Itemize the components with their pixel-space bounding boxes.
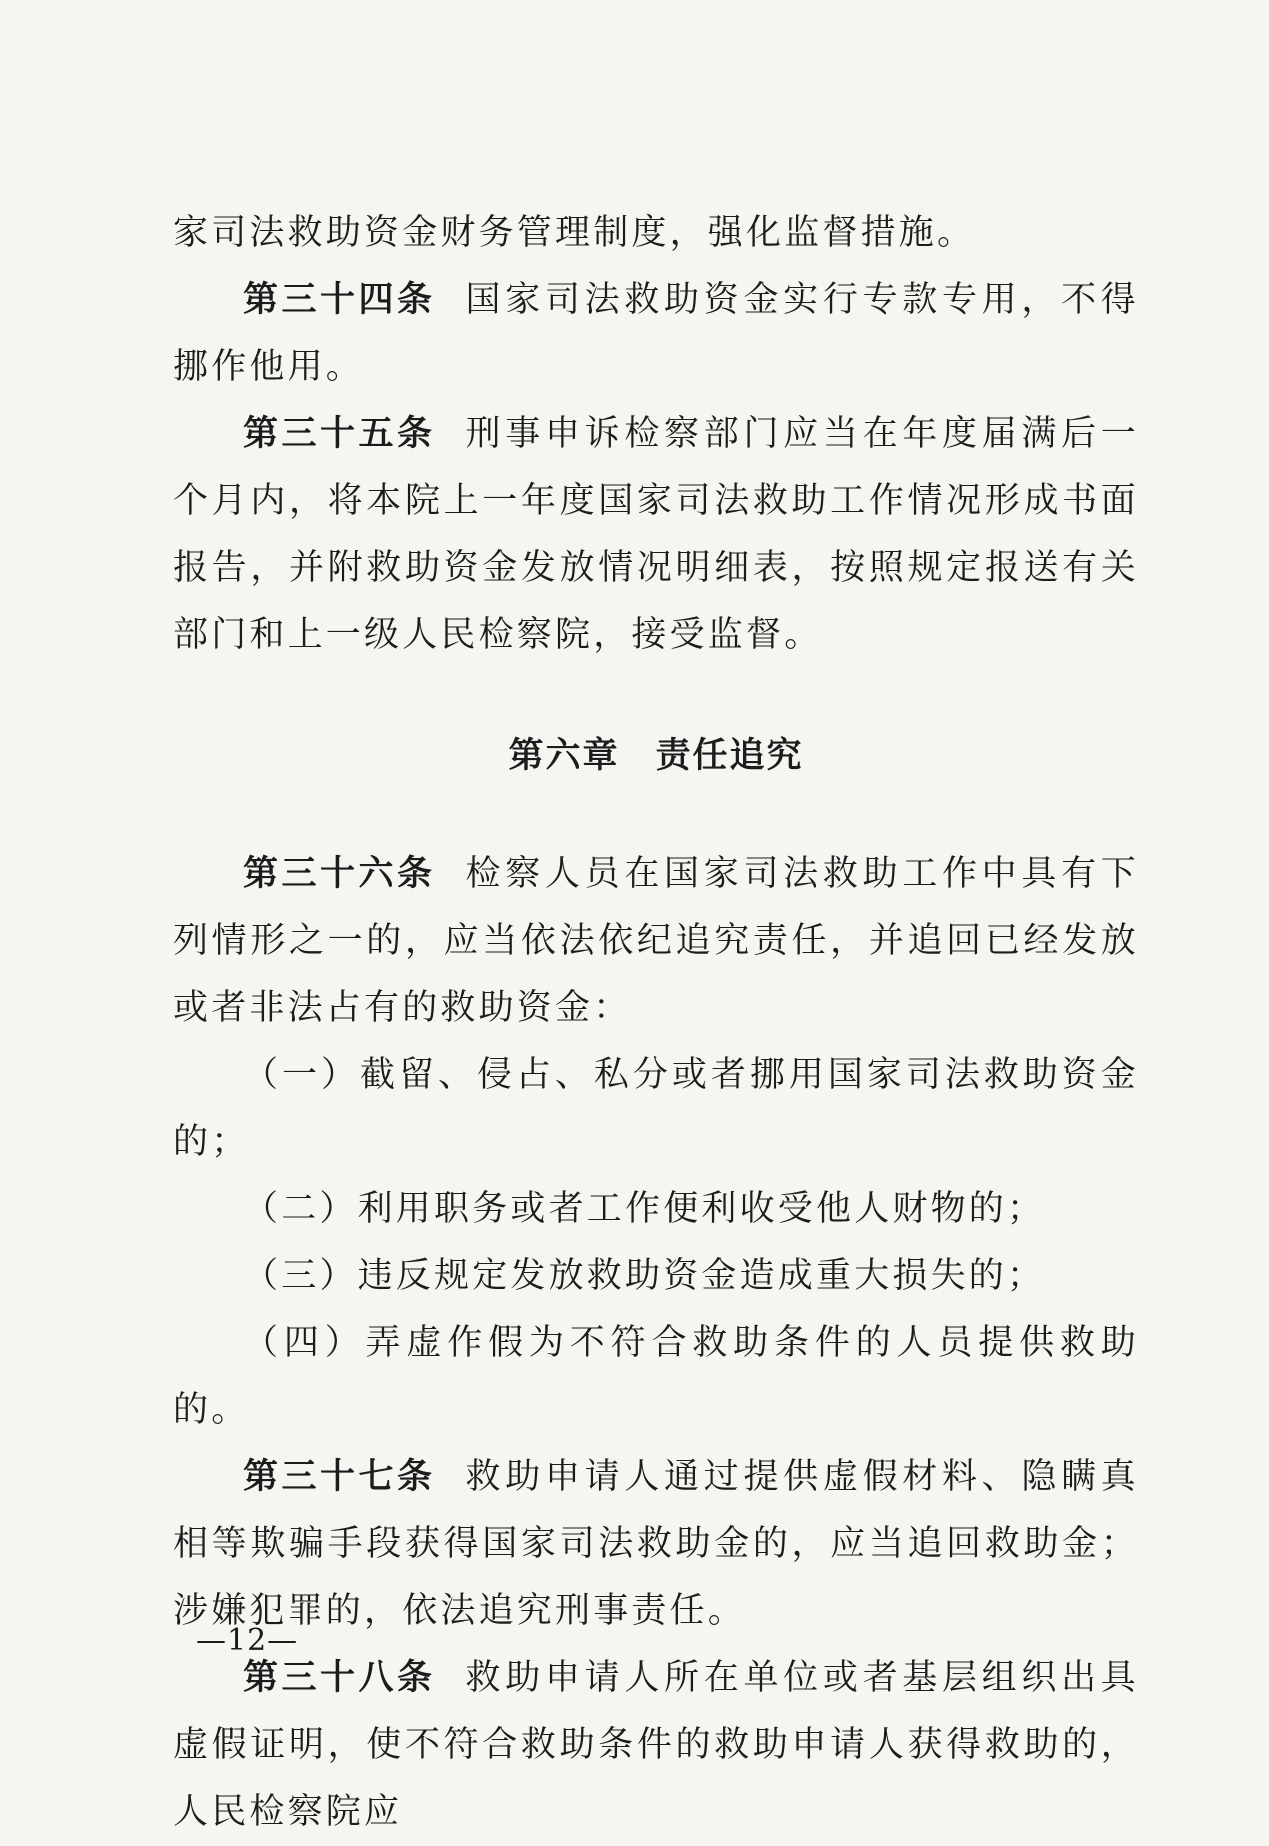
document-body [173, 200, 1139, 1846]
article-label: 第三十七条 [243, 1457, 436, 1497]
article-label: 第三十六条 [243, 854, 436, 894]
list-item: （二）利用职务或者工作便利收受他人财物的； [243, 1189, 1046, 1229]
article-text: 刑事申诉检察部门应当在年度届满后一个月内，将本院上一年度国家司法救助工作情况形成书面报告，并附救助资金发放情况明细表，按照规定报送有关部门和上一级人民检察院，接受监督。 [173, 414, 1139, 655]
list-item: （三）违反规定发放救助资金造成重大损失的； [243, 1256, 1046, 1296]
paragraph-continuation: 家司法救助资金财务管理制度，强化监督措施。 [173, 213, 976, 253]
chapter-number: 第六章 [508, 736, 620, 776]
article-36 [173, 841, 1139, 1042]
chapter-title: 责任追究 [655, 736, 804, 776]
list-item: （四）弄虚作假为不符合救助条件的人员提供救助的。 [173, 1323, 1139, 1430]
chapter-heading [173, 723, 1139, 790]
article-text: 救助申请人通过提供虚假材料、隐瞒真相等欺骗手段获得国家司法救助金的，应当追回救助金；涉嫌犯罪的，依法追究刑事责任。 [173, 1457, 1139, 1631]
article-text: 救助申请人所在单位或者基层组织出具虚假证明，使不符合救助条件的救助申请人获得救助的，人民检察院应 [173, 1658, 1139, 1832]
list-item: （一）截留、侵占、私分或者挪用国家司法救助资金的； [173, 1055, 1139, 1162]
article-text: 检察人员在国家司法救助工作中具有下列情形之一的，应当依法依纪追究责任，并追回已经发放或者非法占有的救助资金： [173, 854, 1139, 1028]
article-38 [173, 1645, 1139, 1846]
article-34 [173, 267, 1139, 401]
article-37 [173, 1444, 1139, 1645]
article-label: 第三十八条 [243, 1658, 436, 1698]
article-label: 第三十五条 [243, 414, 436, 454]
article-35 [173, 401, 1139, 669]
article-text: 国家司法救助资金实行专款专用，不得挪作他用。 [173, 280, 1139, 387]
article-label: 第三十四条 [243, 280, 436, 320]
page-number: —12— [196, 1623, 299, 1658]
